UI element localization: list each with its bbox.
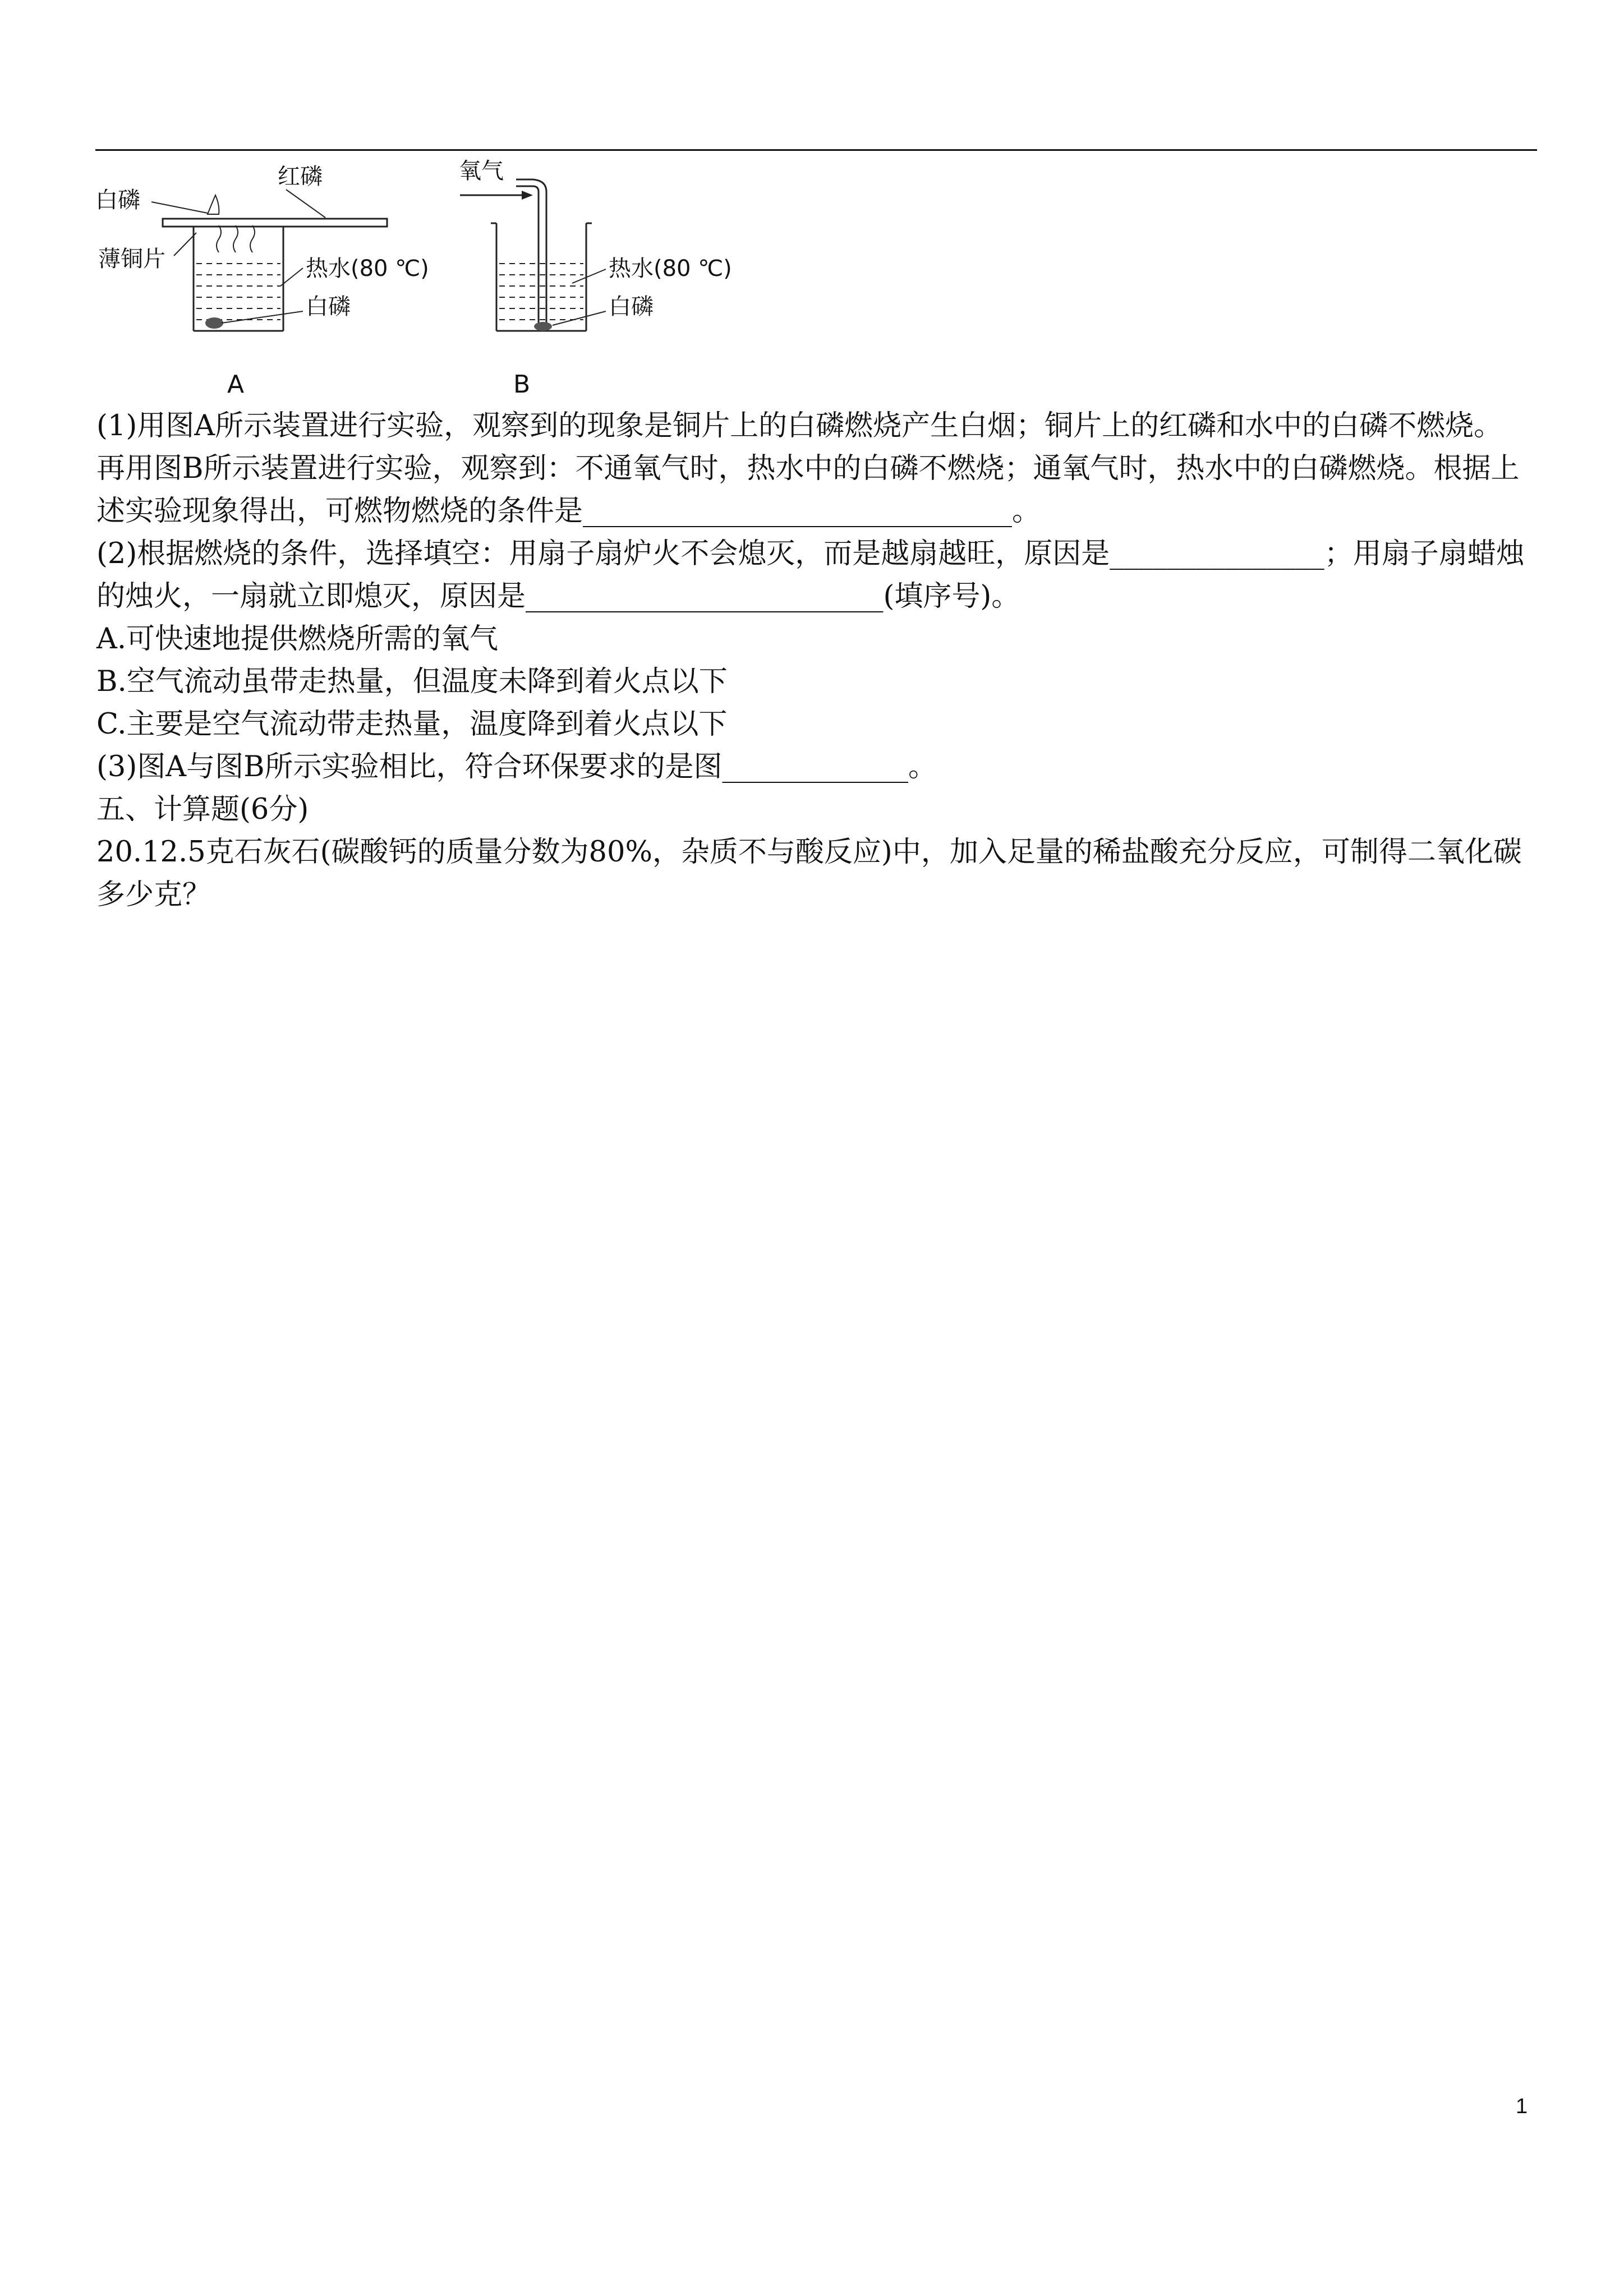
label-a-white-p-top: 白磷: [95, 187, 140, 213]
label-b-oxygen: 氧气: [459, 158, 504, 184]
option-a: A.可快速地提供燃烧所需的氧气: [96, 623, 499, 656]
label-a-red-p: 红磷: [278, 164, 323, 190]
label-b: B: [513, 370, 531, 399]
label-a-copper: 薄铜片: [98, 246, 165, 272]
option-b: B.空气流动虽带走热量，但温度未降到着火点以下: [96, 665, 728, 698]
page-number: 1: [1516, 2095, 1528, 2118]
option-c: C.主要是空气流动带走热量，温度降到着火点以下: [96, 708, 728, 741]
header-rule: [95, 149, 1537, 151]
q20: 20.12.5克石灰石(碳酸钙的质量分数为80%，杂质不与酸反应)中，加入足量的稀盐酸充分反应，可制得二氧化碳多少克？: [96, 836, 1522, 911]
question-text: [96, 405, 1538, 916]
q2-line-2: 的烛火，一扇就立即熄灭，原因是_________________________(填序号)。: [96, 580, 1020, 613]
q1-line-2: 再用图B所示装置进行实验，观察到：不通氧气时，热水中的白磷不燃烧；通氧气时，热水中的白磷燃烧。根据上: [96, 452, 1520, 485]
q3: (3)图A与图B所示实验相比，符合环保要求的是图_____________。: [96, 750, 937, 783]
label-b-hot-water: 热水(80 ℃): [609, 256, 732, 282]
q2-line-1: (2)根据燃烧的条件，选择填空：用扇子扇炉火不会熄灭，而是越扇越旺，原因是_______________；用扇子扇蜡烛: [96, 537, 1525, 570]
label-a: A: [227, 370, 245, 399]
label-a-white-p-water: 白磷: [306, 294, 351, 320]
apparatus-b: [460, 179, 606, 331]
label-a-hot-water: 热水(80 ℃): [306, 256, 429, 282]
q1-line-1: (1)用图A所示装置进行实验，观察到的现象是铜片上的白磷燃烧产生白烟；铜片上的红磷和水中的白磷不燃烧。: [96, 409, 1503, 442]
section-5-heading: 五、计算题(6分): [96, 793, 309, 826]
experiment-figure: [84, 151, 774, 404]
q1-line-3: 述实验现象得出，可燃物燃烧的条件是______________________________。: [96, 495, 1041, 528]
label-b-white-p: 白磷: [609, 294, 654, 320]
